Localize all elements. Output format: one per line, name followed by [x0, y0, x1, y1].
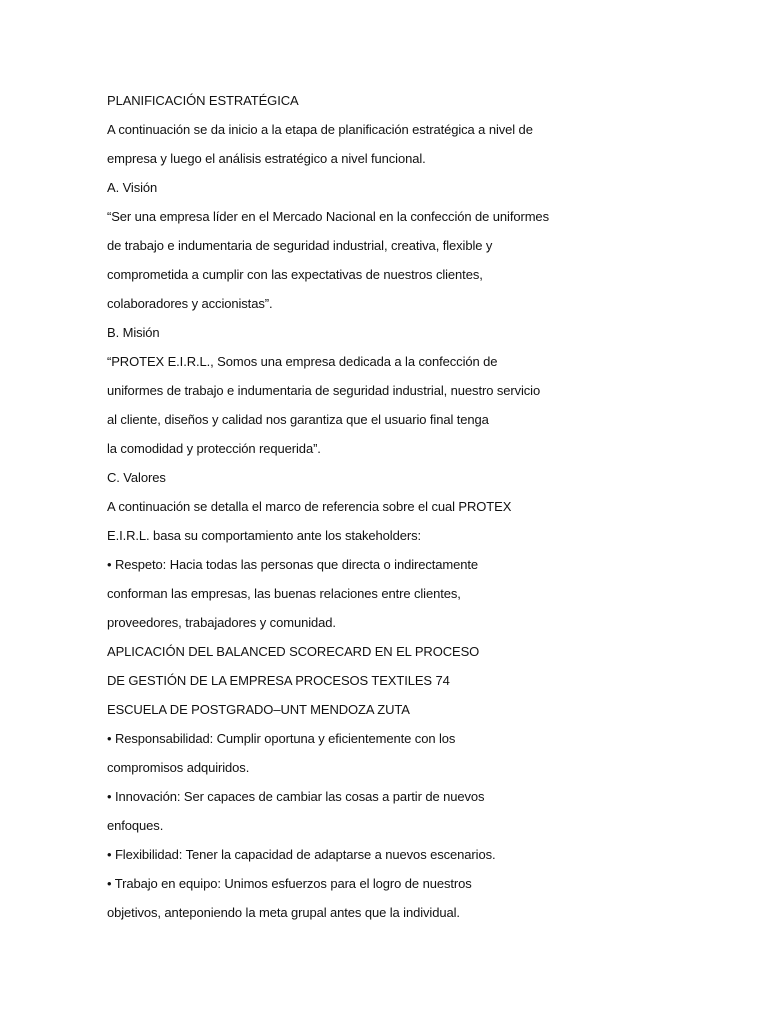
running-header-line: DE GESTIÓN DE LA EMPRESA PROCESOS TEXTILES 74	[107, 673, 450, 688]
document-body	[107, 90, 747, 931]
mission-heading: B. Misión	[107, 325, 160, 340]
text-line: enfoques.	[107, 818, 164, 833]
text-line: comprometida a cumplir con las expectativas de nuestros clientes,	[107, 267, 483, 282]
text-line: al cliente, diseños y calidad nos garantiza que el usuario final tenga	[107, 412, 489, 427]
text-line: conforman las empresas, las buenas relaciones entre clientes,	[107, 586, 461, 601]
bullet-line: • Responsabilidad: Cumplir oportuna y eficientemente con los	[107, 731, 456, 746]
bullet-line: • Innovación: Ser capaces de cambiar las cosas a partir de nuevos	[107, 789, 485, 804]
text-line: la comodidad y protección requerida”.	[107, 441, 321, 456]
vision-heading: A. Visión	[107, 180, 158, 195]
text-line: proveedores, trabajadores y comunidad.	[107, 615, 336, 630]
text-line: E.I.R.L. basa su comportamiento ante los stakeholders:	[107, 528, 421, 543]
text-line: colaboradores y accionistas”.	[107, 296, 273, 311]
text-line: “PROTEX E.I.R.L., Somos una empresa dedicada a la confección de	[107, 354, 498, 369]
bullet-line: • Respeto: Hacia todas las personas que directa o indirectamente	[107, 557, 479, 572]
running-header-line: ESCUELA DE POSTGRADO–UNT MENDOZA ZUTA	[107, 702, 410, 717]
section-title: PLANIFICACIÓN ESTRATÉGICA	[107, 93, 299, 108]
values-heading: C. Valores	[107, 470, 166, 485]
text-line: objetivos, anteponiendo la meta grupal antes que la individual.	[107, 905, 460, 920]
running-header-line: APLICACIÓN DEL BALANCED SCORECARD EN EL PROCESO	[107, 644, 480, 659]
text-line: A continuación se detalla el marco de referencia sobre el cual PROTEX	[107, 499, 512, 514]
text-line: A continuación se da inicio a la etapa de planificación estratégica a nivel de	[107, 122, 533, 137]
text-line: uniformes de trabajo e indumentaria de seguridad industrial, nuestro servicio	[107, 383, 541, 398]
text-line: empresa y luego el análisis estratégico a nivel funcional.	[107, 151, 426, 166]
text-line: “Ser una empresa líder en el Mercado Nacional en la confección de uniformes	[107, 209, 549, 224]
text-line: compromisos adquiridos.	[107, 760, 250, 775]
text-line: de trabajo e indumentaria de seguridad industrial, creativa, flexible y	[107, 238, 493, 253]
bullet-line: • Trabajo en equipo: Unimos esfuerzos para el logro de nuestros	[107, 876, 472, 891]
bullet-line: • Flexibilidad: Tener la capacidad de adaptarse a nuevos escenarios.	[107, 847, 496, 862]
